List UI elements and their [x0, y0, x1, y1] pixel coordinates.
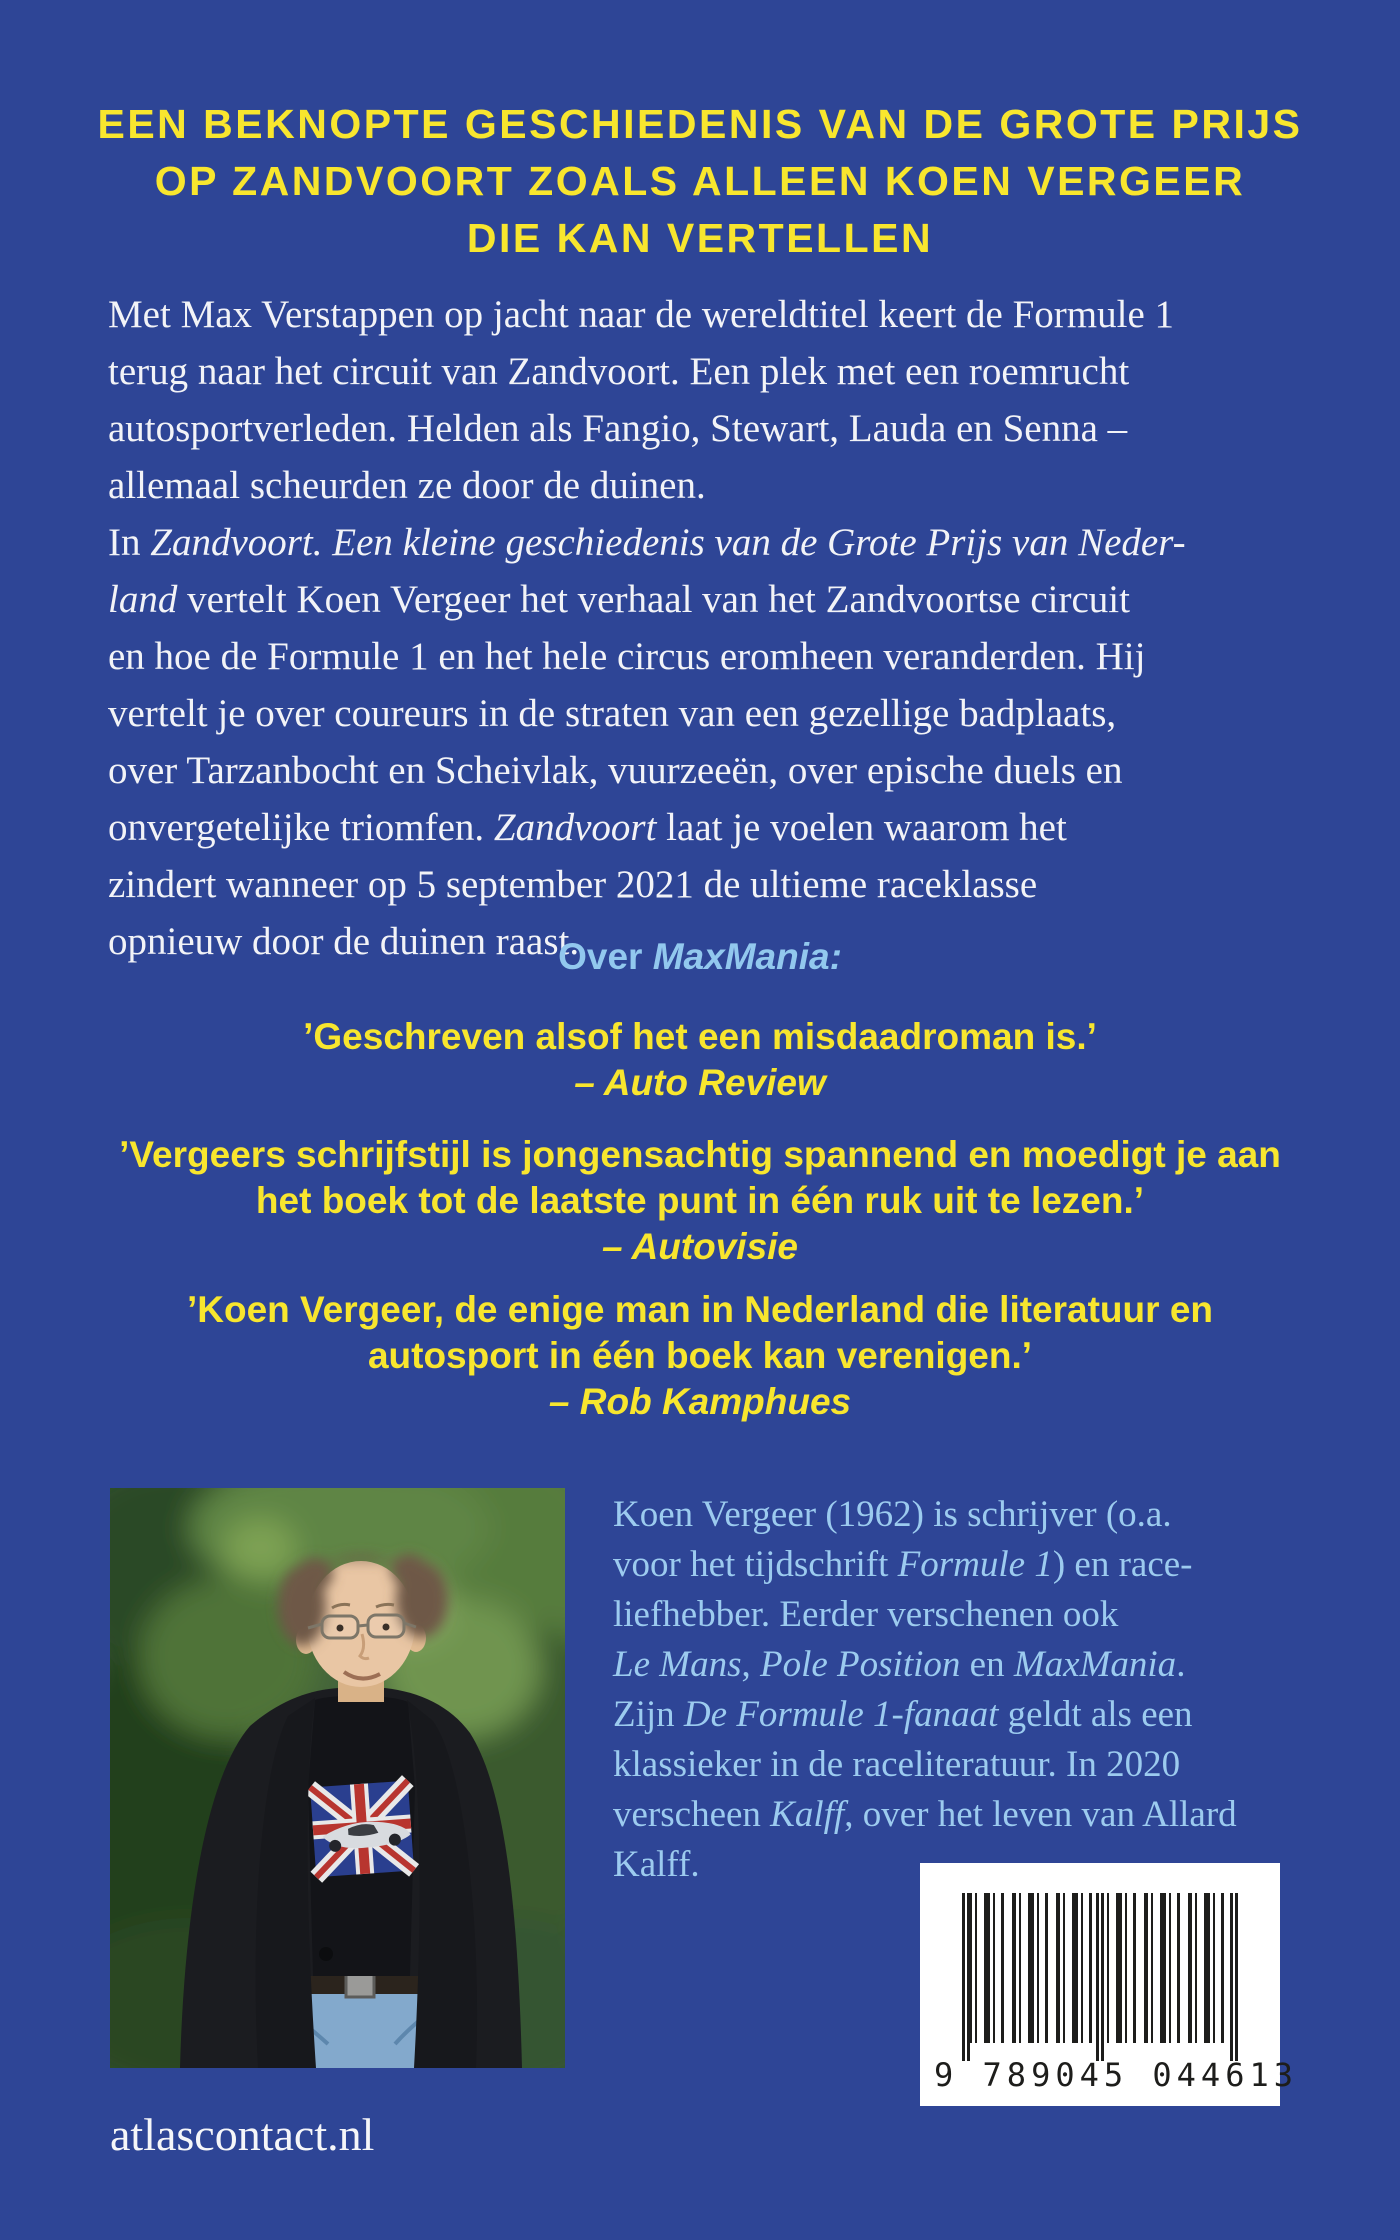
text-line: Zijn De Formule 1-fanaat geldt als een [613, 1694, 1193, 1735]
barcode-guard-right [1230, 1893, 1238, 2061]
synopsis-paragraph [108, 286, 1338, 970]
quote-text [0, 1287, 1400, 1379]
text-line: Koen Vergeer (1962) is schrijver (o.a. [613, 1494, 1172, 1535]
barcode [920, 1863, 1298, 2106]
text-line: vertelt je over coureurs in de straten van een gezellige badplaats, [108, 692, 1117, 735]
quote-attribution: – Rob Kamphues [548, 1381, 852, 1422]
text-line: voor het tijdschrift Formule 1) en race- [613, 1544, 1193, 1585]
reviews-heading-prefix: Over [558, 936, 653, 977]
tagline [0, 96, 1400, 267]
text-line: opnieuw door de duinen raast. [108, 920, 580, 963]
text-line: over Tarzanbocht en Scheivlak, vuurzeeën, over epische duels en [108, 749, 1123, 792]
reviews-heading-book-title: MaxMania: [652, 936, 842, 977]
jacket-button [319, 1947, 333, 1961]
text-line: autosport in één boek kan verenigen.’ [367, 1335, 1033, 1376]
text-line: Met Max Verstappen op jacht naar de wereldtitel keert de Formule 1 [108, 293, 1175, 336]
text-line: land vertelt Koen Vergeer het verhaal van het Zandvoortse circuit [108, 578, 1130, 621]
tshirt-flag-print [310, 1781, 414, 1878]
text-line: DIE KAN VERTELLEN [466, 215, 934, 261]
author-photo [110, 1488, 565, 2068]
quote-text [0, 1132, 1400, 1224]
text-line: verscheen Kalff, over het leven van Allard [613, 1794, 1237, 1835]
barcode-digits: 9 789045 044613 [934, 2056, 1298, 2094]
text-line: Kalff. [613, 1844, 700, 1885]
text-line: OP ZANDVOORT ZOALS ALLEEN KOEN VERGEER [154, 158, 1246, 204]
text-line: allemaal scheurden ze door de duinen. [108, 464, 706, 507]
quote-text [0, 1014, 1400, 1060]
review-quote [0, 1132, 1400, 1270]
text-line: terug naar het circuit van Zandvoort. Een plek met een roemrucht [108, 350, 1130, 393]
text-line: ’Koen Vergeer, de enige man in Nederland die literatuur en [186, 1289, 1213, 1330]
reviews-heading [0, 936, 1400, 978]
review-quote [0, 1287, 1400, 1425]
text-line: zindert wanneer op 5 september 2021 de ultieme raceklasse [108, 863, 1038, 906]
text-line: klassieker in de raceliteratuur. In 2020 [613, 1744, 1181, 1785]
quote-attribution: – Auto Review [574, 1062, 826, 1103]
text-line: EEN BEKNOPTE GESCHIEDENIS VAN DE GROTE PRIJS [97, 101, 1303, 147]
quote-attribution: – Autovisie [601, 1226, 799, 1267]
author-bio [613, 1490, 1333, 1890]
barcode-guard-left [962, 1893, 970, 2061]
text-line: Le Mans, Pole Position en MaxMania. [613, 1644, 1186, 1685]
text-line: en hoe de Formule 1 en het hele circus eromheen veranderden. Hij [108, 635, 1146, 678]
text-line: liefhebber. Eerder verschenen ook [613, 1594, 1119, 1635]
text-line: het boek tot de laatste punt in één ruk uit te lezen.’ [255, 1180, 1145, 1221]
text-line: autosportverleden. Helden als Fangio, Stewart, Lauda en Senna – [108, 407, 1128, 450]
text-line: onvergetelijke triomfen. Zandvoort laat je voelen waarom het [108, 806, 1067, 849]
belt-buckle [346, 1973, 374, 1997]
barcode-guard-middle [1096, 1893, 1104, 2061]
text-line: In Zandvoort. Een kleine geschiedenis van de Grote Prijs van Neder- [108, 521, 1186, 564]
text-line: ’Geschreven alsof het een misdaadroman is.’ [303, 1016, 1097, 1057]
text-line: ’Vergeers schrijfstijl is jongensachtig spannend en moedigt je aan [119, 1134, 1281, 1175]
review-quote [0, 1014, 1400, 1106]
publisher-url: atlascontact.nl [110, 2109, 375, 2160]
